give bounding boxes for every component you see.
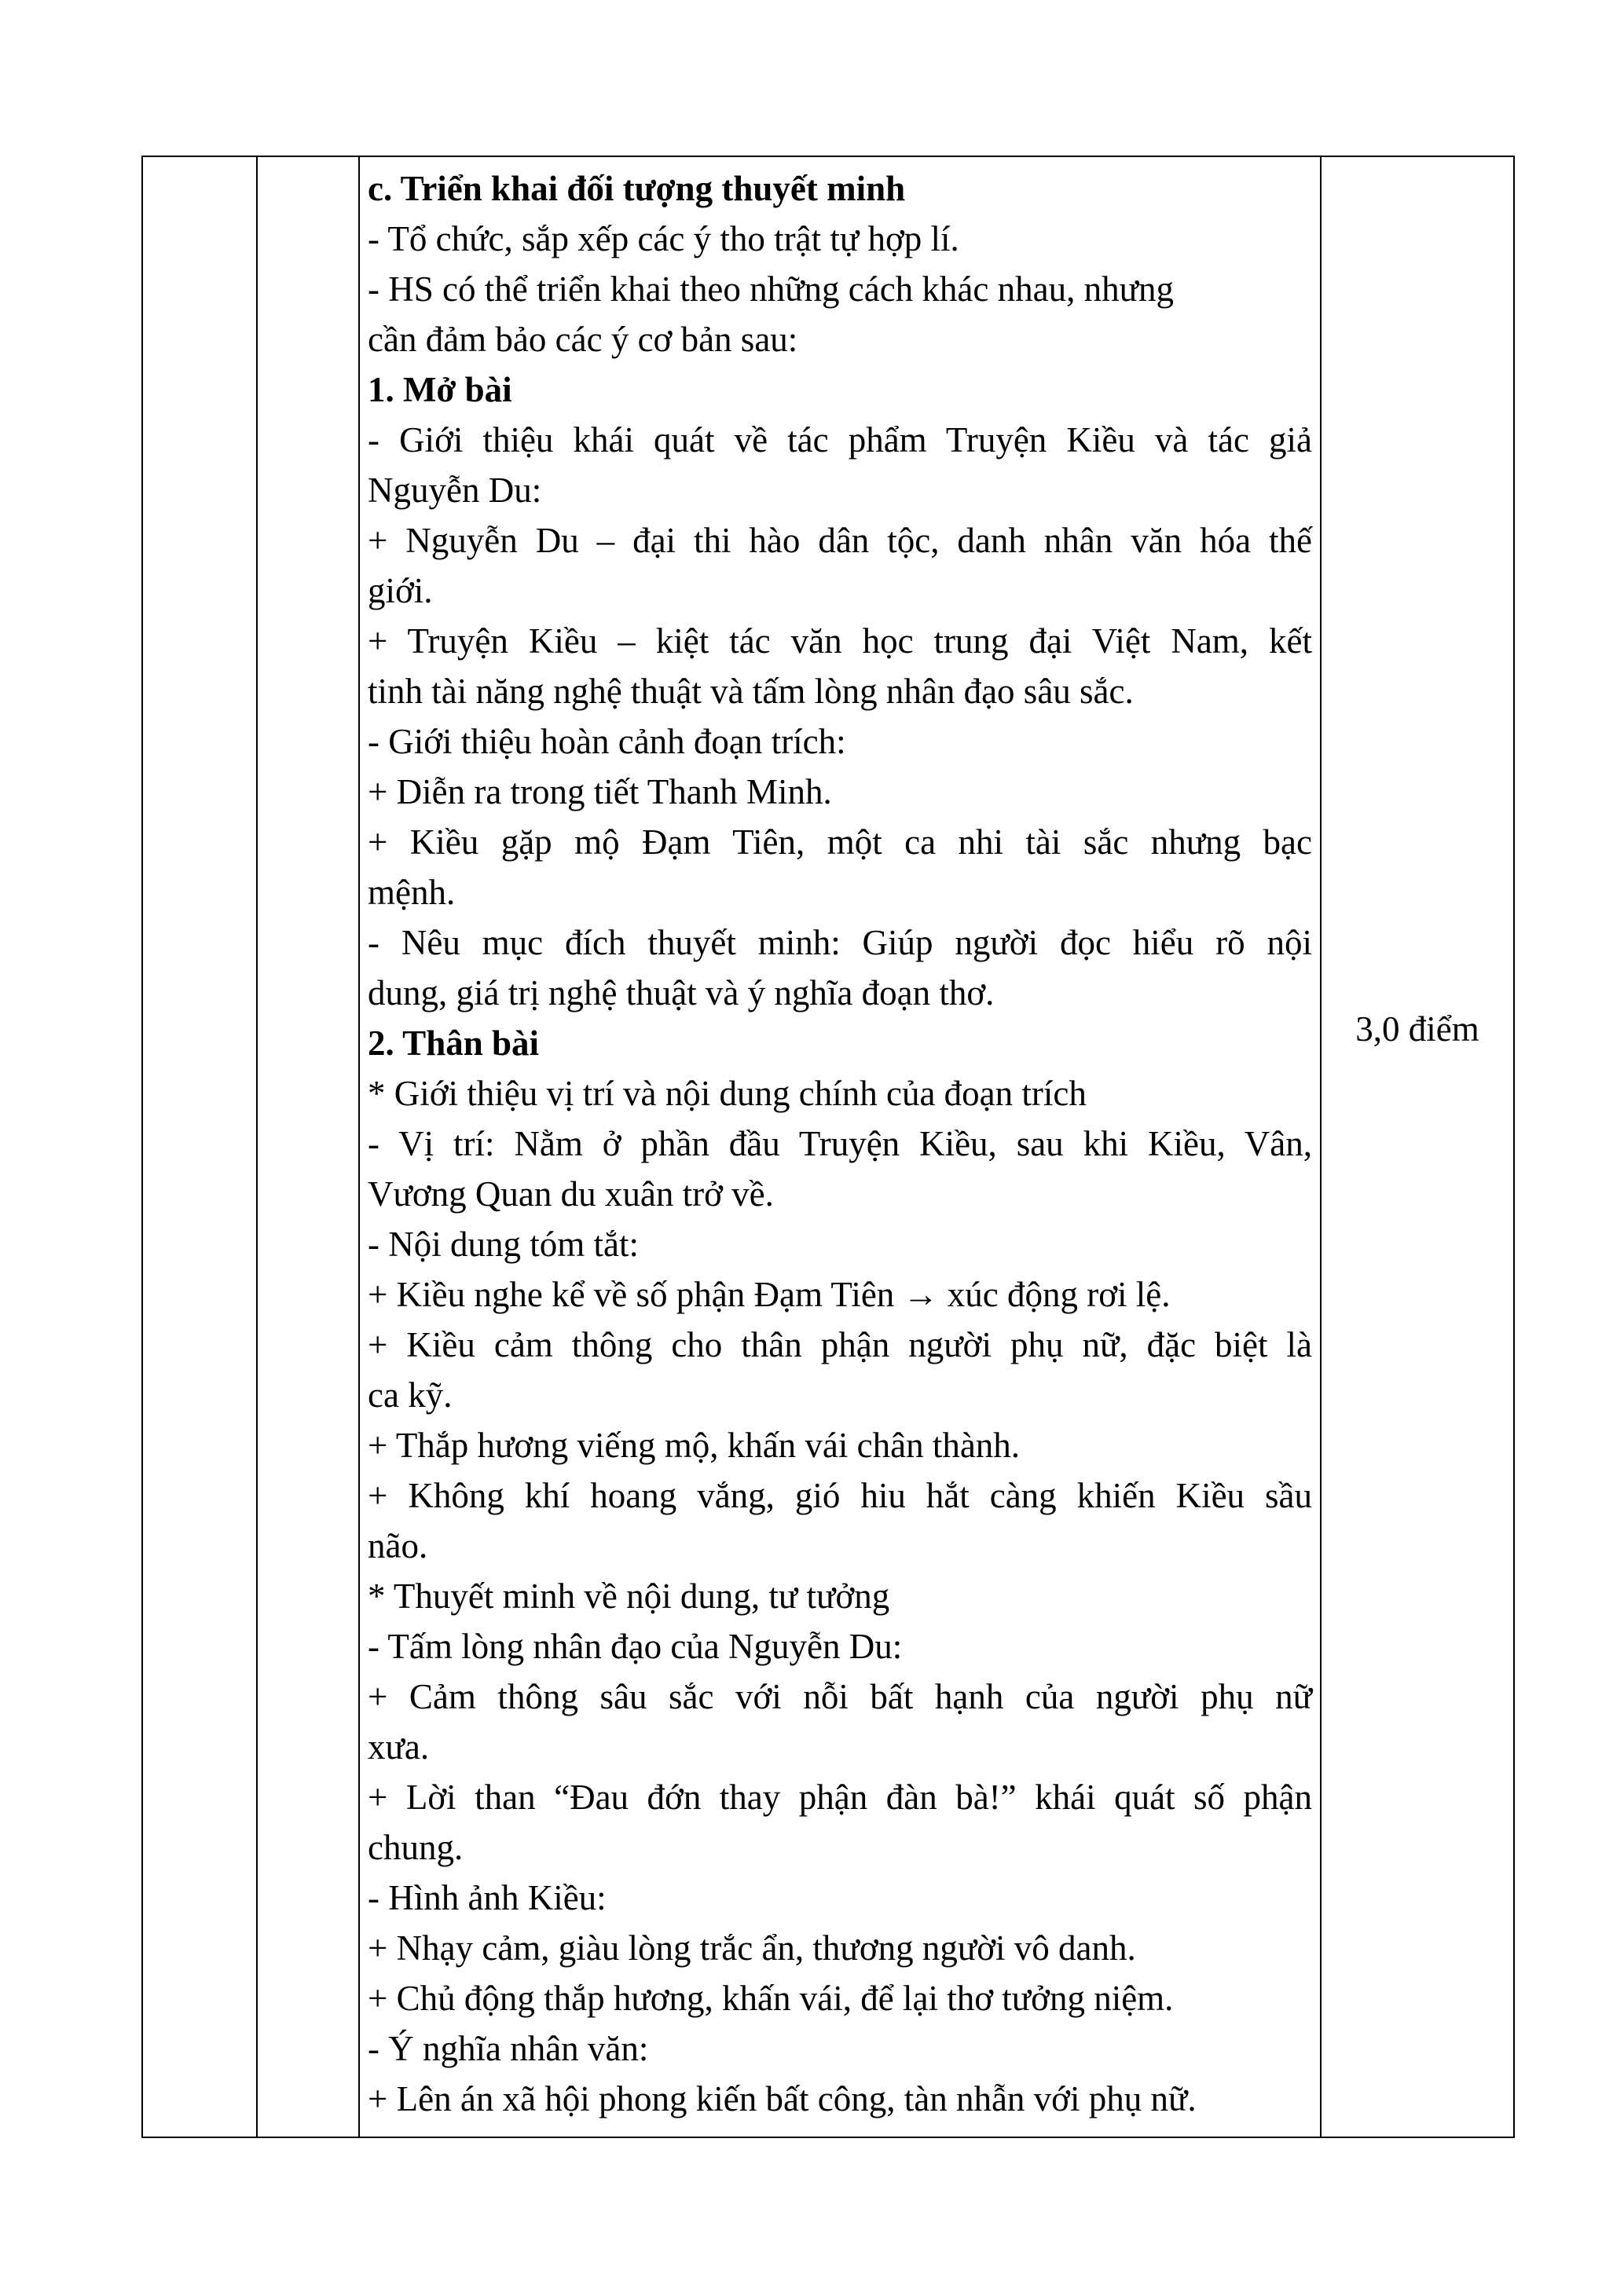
text-line: xưa.: [368, 1727, 430, 1767]
text-line: + Chủ động thắp hương, khấn vái, để lại thơ tưởng niệm.: [368, 1979, 1174, 2018]
text-line: * Giới thiệu vị trí và nội dung chính của đoạn trích: [368, 1074, 1087, 1113]
answer-table: [141, 156, 1515, 2138]
text-line: + Lời than “Đau đớn thay phận đàn bà!” khái quát số phận: [368, 1778, 1312, 1817]
text-line: * Thuyết minh về nội dung, tư tưởng: [368, 1576, 890, 1616]
text-line: - HS có thể triển khai theo những cách khác nhau, nhưng: [368, 269, 1174, 309]
section-heading: 2. Thân bài: [368, 1023, 540, 1063]
text-line: Vương Quan du xuân trở về.: [368, 1174, 774, 1214]
text-line: + Không khí hoang vắng, gió hiu hắt càng khiến Kiều sầu: [368, 1476, 1312, 1515]
text-line: mệnh.: [368, 873, 456, 912]
text-line: - Hình ảnh Kiều:: [368, 1878, 607, 1917]
text-line: + Cảm thông sâu sắc với nỗi bất hạnh của người phụ nữ: [368, 1677, 1312, 1716]
text-line: não.: [368, 1526, 428, 1565]
text-line: + Truyện Kiều – kiệt tác văn học trung đại Việt Nam, kết: [368, 621, 1312, 661]
text-line: cần đảm bảo các ý cơ bản sau:: [368, 320, 798, 359]
text-line: + Thắp hương viếng mộ, khấn vái chân thành.: [368, 1426, 1021, 1465]
text-line: + Nhạy cảm, giàu lòng trắc ẩn, thương người vô danh.: [368, 1928, 1136, 1968]
empty-cell-2: [257, 156, 359, 2137]
text-line: + Diễn ra trong tiết Thanh Minh.: [368, 772, 832, 811]
text-line: - Giới thiệu khái quát về tác phẩm Truyện Kiều và tác giả: [368, 420, 1312, 460]
content-cell: [359, 156, 1321, 2137]
text-line: tinh tài năng nghệ thuật và tấm lòng nhân đạo sâu sắc.: [368, 672, 1134, 711]
answer-lines: [368, 163, 1312, 2124]
text-line: ca kỹ.: [368, 1375, 453, 1415]
text-line: + Lên án xã hội phong kiến bất công, tàn nhẫn với phụ nữ.: [368, 2079, 1197, 2118]
text-line: - Vị trí: Nằm ở phần đầu Truyện Kiều, sau khi Kiều, Vân,: [368, 1124, 1312, 1163]
text-line: - Nêu mục đích thuyết minh: Giúp người đọc hiểu rõ nội: [368, 923, 1312, 962]
text-line: - Ý nghĩa nhân văn:: [368, 2029, 649, 2068]
text-line: Nguyễn Du:: [368, 471, 542, 510]
empty-cell-1: [142, 156, 257, 2137]
text-line: + Kiều cảm thông cho thân phận người phụ nữ, đặc biệt là: [368, 1325, 1312, 1364]
text-line: chung.: [368, 1828, 464, 1867]
table-row: [142, 156, 1514, 2137]
text-line: + Kiều nghe kể về số phận Đạm Tiên → xúc động rơi lệ.: [368, 1275, 1171, 1314]
section-heading: 1. Mở bài: [368, 370, 512, 409]
score-value: 3,0 điểm: [1355, 1009, 1479, 1049]
text-line: giới.: [368, 571, 433, 610]
score-cell: [1321, 156, 1514, 2137]
text-line: - Giới thiệu hoàn cảnh đoạn trích:: [368, 722, 846, 761]
text-line: - Nội dung tóm tắt:: [368, 1225, 639, 1264]
text-line: + Nguyễn Du – đại thi hào dân tộc, danh nhân văn hóa thế: [368, 521, 1312, 560]
text-line: + Kiều gặp mộ Đạm Tiên, một ca nhi tài sắc nhưng bạc: [368, 822, 1312, 862]
text-line: - Tấm lòng nhân đạo của Nguyễn Du:: [368, 1627, 903, 1666]
text-line: - Tổ chức, sắp xếp các ý tho trật tự hợp lí.: [368, 219, 959, 258]
text-line: dung, giá trị nghệ thuật và ý nghĩa đoạn thơ.: [368, 973, 995, 1013]
section-heading: c. Triển khai đối tượng thuyết minh: [368, 169, 906, 208]
